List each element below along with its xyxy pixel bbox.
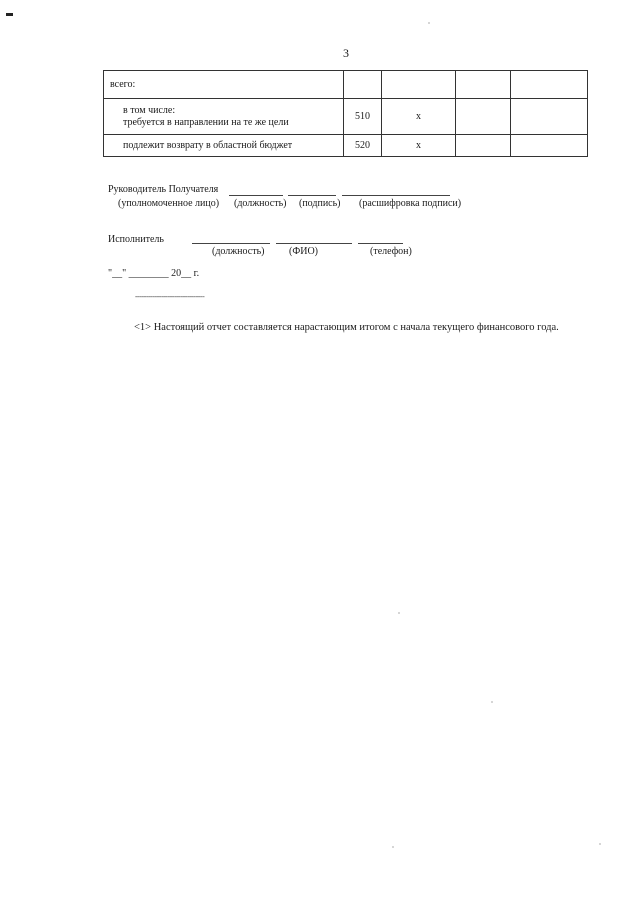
executor-name-line: [276, 243, 352, 244]
page-number: 3: [343, 46, 349, 60]
scan-speck: [599, 843, 601, 845]
caption-authorized-person: (уполномоченное лицо): [118, 198, 220, 209]
row-510-label: [104, 99, 344, 135]
scan-speck: [428, 22, 430, 24]
row-520-label: подлежит возврату в областной бюджет: [104, 135, 344, 157]
row-510-cell-4: [456, 99, 511, 135]
head-transcript-line: [342, 195, 450, 196]
scan-mark: [6, 13, 13, 16]
caption-head-transcript: (расшифровка подписи): [359, 198, 462, 209]
row-520-cell-4: [456, 135, 511, 157]
row-total-label: всего:: [104, 71, 344, 99]
head-signature-line: [288, 195, 336, 196]
caption-head-position: (должность): [234, 198, 287, 209]
executor-label: Исполнитель: [108, 234, 164, 245]
table-row-same-purpose: [104, 99, 588, 135]
caption-executor-phone: (телефон): [370, 246, 412, 257]
scan-speck: [491, 701, 493, 703]
row-total-code: [344, 71, 382, 99]
footnote-separator: --------------------------------: [135, 292, 205, 301]
row-520-cell-5: [511, 135, 588, 157]
caption-executor-position: (должность): [212, 246, 265, 257]
row-510-x: х: [382, 99, 456, 135]
executor-phone-line: [358, 243, 403, 244]
row-total-cell-4: [456, 71, 511, 99]
head-signature-label: Руководитель Получателя: [108, 184, 219, 195]
scan-speck: [392, 846, 394, 848]
footnote-text: <1> Настоящий отчет составляется нарастающим итогом с начала текущего финансового года.: [134, 322, 559, 333]
caption-head-signature: (подпись): [299, 198, 341, 209]
row-520-code: 520: [344, 135, 382, 157]
executor-position-line: [192, 243, 270, 244]
row-total-cell-5: [511, 71, 588, 99]
date-line: "__" ________ 20__ г.: [108, 268, 200, 279]
row-510-cell-5: [511, 99, 588, 135]
row-510-label-line2: требуется в направлении на те же цели: [123, 116, 289, 128]
scan-speck: [398, 612, 400, 614]
table-row-return-to-budget: [104, 135, 588, 157]
row-520-x: х: [382, 135, 456, 157]
report-table: [103, 70, 588, 157]
caption-executor-name: (ФИО): [289, 246, 319, 257]
row-510-label-line1: в том числе:: [123, 104, 176, 116]
row-510-code: 510: [344, 99, 382, 135]
row-total-x: [382, 71, 456, 99]
head-position-line: [229, 195, 283, 196]
table-row-total: [104, 71, 588, 99]
